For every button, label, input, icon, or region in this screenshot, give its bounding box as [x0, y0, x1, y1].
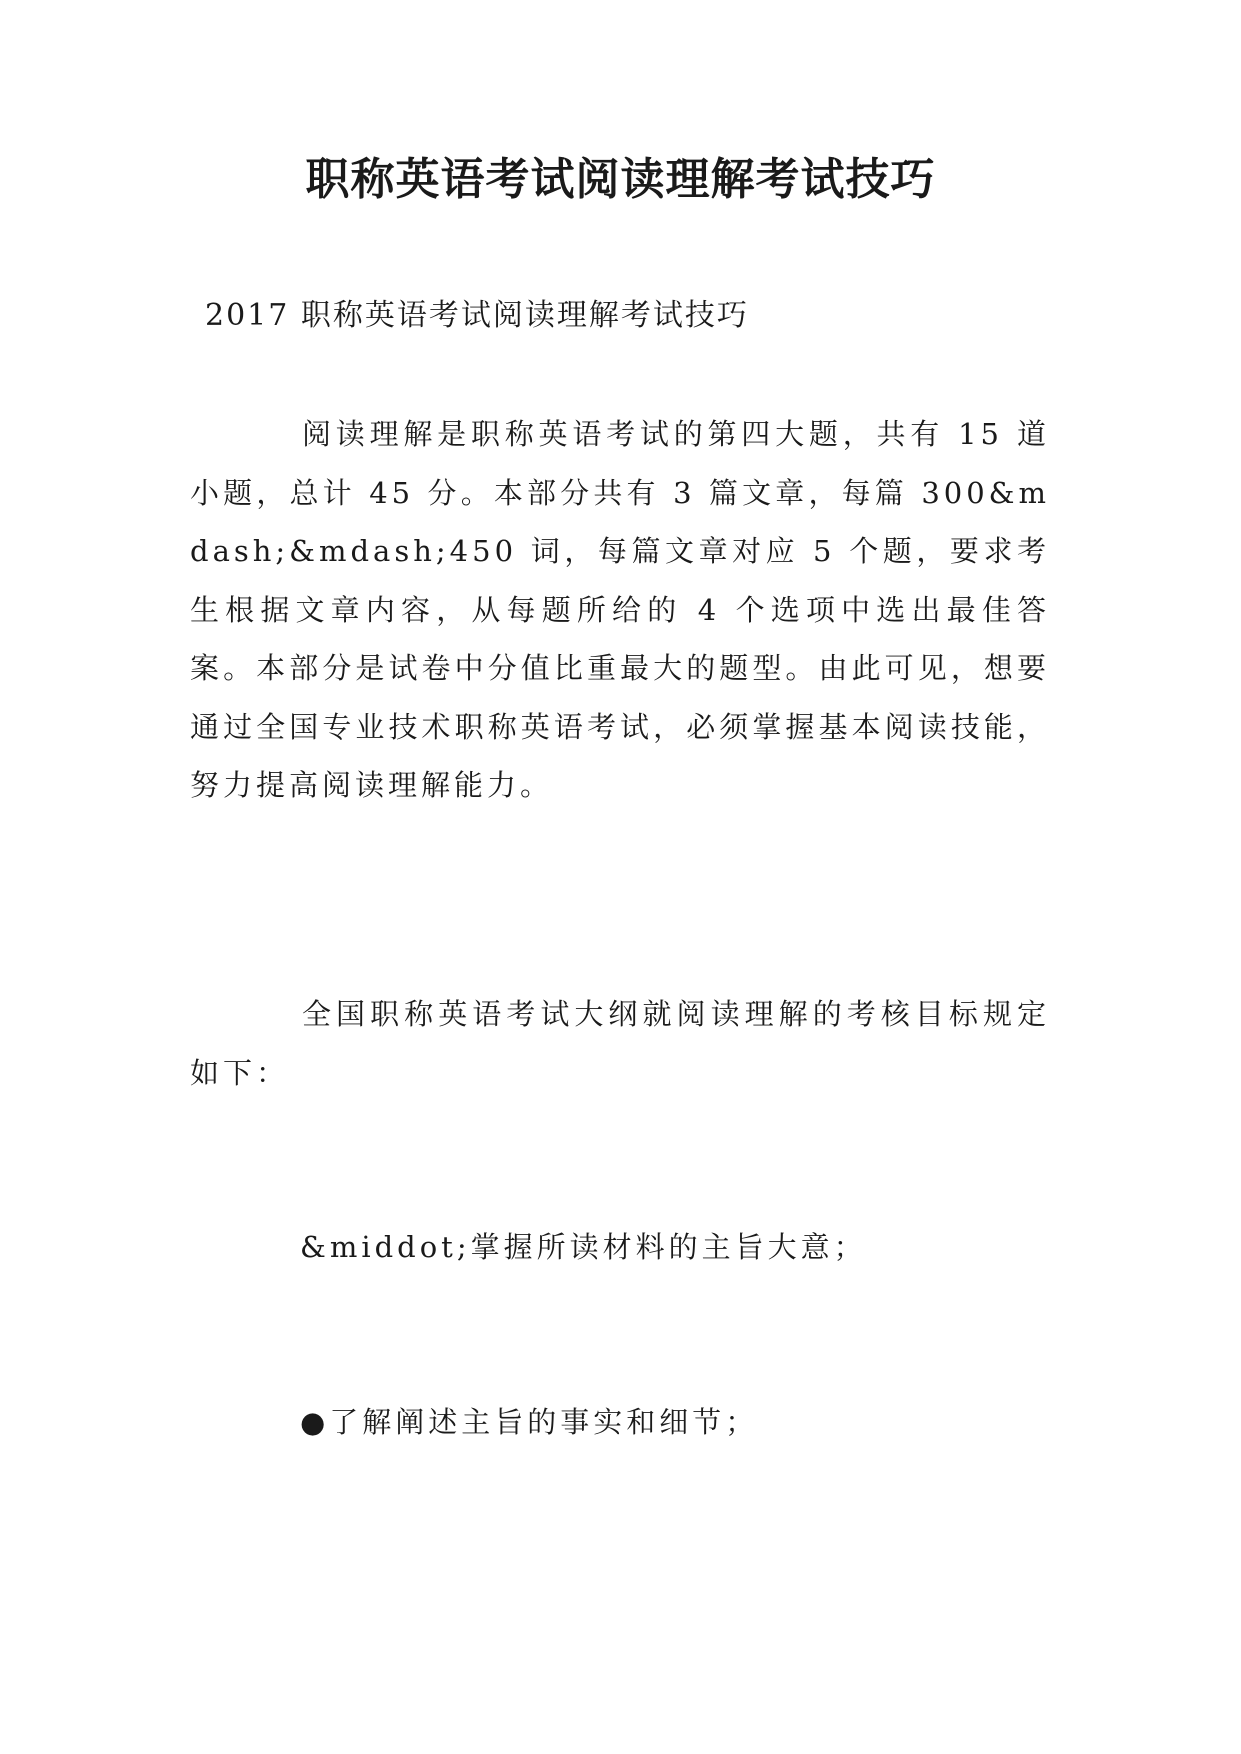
document-title: 职称英语考试阅读理解考试技巧	[305, 154, 936, 205]
objective-item-facts-details: ●了解阐述主旨的事实和细节；	[300, 1405, 759, 1439]
intro-paragraph: 阅读理解是职称英语考试的第四大题，共有 15 道小题，总计 45 分。本部分共有 3 篇文章，每篇 300&mdash;&mdash;450 词，每篇文章对应 5 个题，要求考生根据文章内容，从每题所给的 4 个选项中选出最佳答案。本部分是试卷中分值比重最大的题型。由此可见，想要通过全国专业技术职称英语考试，必须掌握基本阅读技能，努力提高阅读理解能力。	[190, 417, 1050, 802]
syllabus-paragraph: 全国职称英语考试大纲就阅读理解的考核目标规定如下：	[190, 997, 1050, 1090]
objective-item-main-idea: &middot;掌握所读材料的主旨大意；	[300, 1230, 867, 1264]
document-subtitle: 2017 职称英语考试阅读理解考试技巧	[205, 298, 749, 333]
